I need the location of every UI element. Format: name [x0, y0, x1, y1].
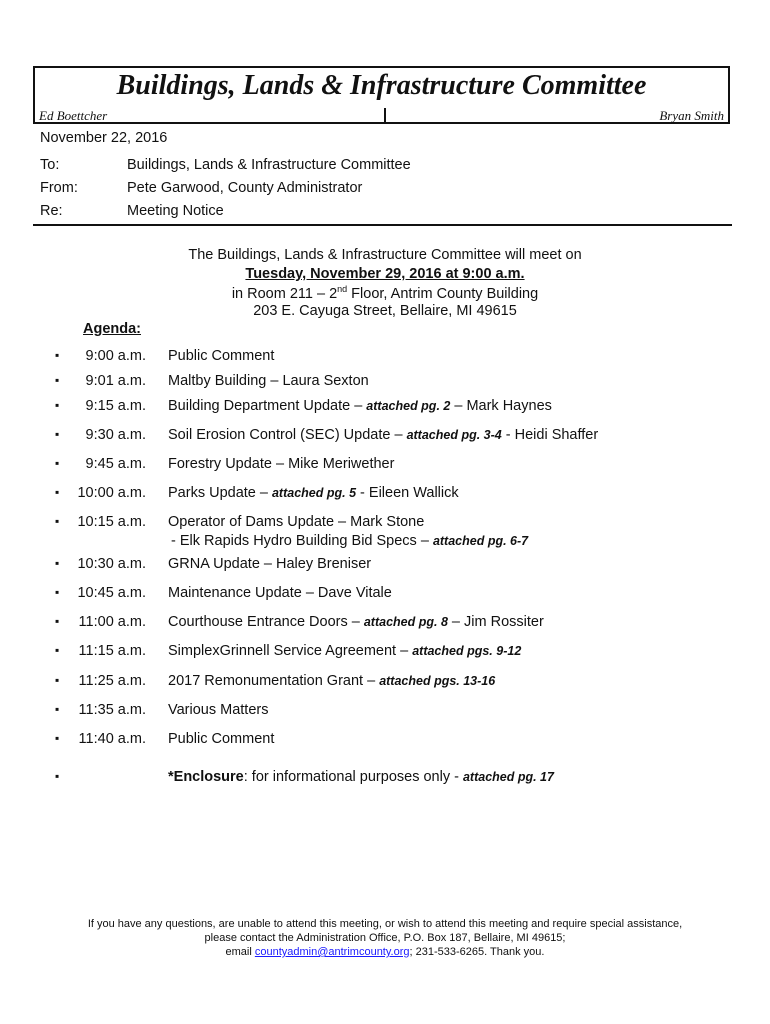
- to-label: To:: [40, 157, 60, 173]
- topic-text: Public Comment: [168, 731, 275, 747]
- agenda-topic: [168, 348, 274, 364]
- bullet: ▪: [55, 769, 60, 783]
- agenda-topic: [168, 514, 424, 530]
- attachment-note: attached pgs. 13-16: [379, 674, 496, 688]
- agenda-time: 9:30 a.m.: [85, 427, 146, 443]
- topic-text: - Elk Rapids Hydro Building Bid Specs –: [171, 533, 433, 549]
- agenda-time: 11:35 a.m.: [78, 702, 146, 718]
- agenda-time: 11:00 a.m.: [78, 614, 146, 630]
- bullet: ▪: [55, 556, 60, 570]
- topic-text: Operator of Dams Update – Mark Stone: [168, 514, 425, 530]
- email-suffix: ; 231-533-6265. Thank you.: [409, 946, 545, 958]
- attachment-note: attached pg. 2: [366, 399, 451, 413]
- bullet: ▪: [55, 643, 60, 657]
- agenda-time: 9:15 a.m.: [85, 398, 146, 414]
- floor-sup: nd: [337, 284, 348, 294]
- committee-header: [33, 66, 730, 124]
- topic-text: Forestry Update – Mike Meriwether: [168, 456, 395, 472]
- email-link[interactable]: countyadmin@antrimcounty.org: [254, 946, 410, 958]
- bullet: ▪: [55, 373, 60, 387]
- re-value: Meeting Notice: [127, 203, 224, 219]
- agenda-topic: [168, 427, 598, 443]
- agenda-time: 11:40 a.m.: [78, 731, 146, 747]
- topic-text: 2017 Remonumentation Grant –: [168, 673, 380, 689]
- bullet: ▪: [55, 398, 60, 412]
- agenda-time: 10:30 a.m.: [77, 556, 146, 572]
- agenda-topic: [168, 556, 371, 572]
- footer-line-2: please contact the Administration Office, P.O. Box 187, Bellaire, MI 49615;: [204, 932, 566, 944]
- agenda-time: 9:45 a.m.: [85, 456, 146, 472]
- attachment-note: attached pg. 5: [271, 486, 357, 500]
- topic-text: Maintenance Update – Dave Vitale: [168, 585, 392, 601]
- agenda-topic: [168, 373, 369, 389]
- attachment-note: attached pg. 8: [363, 615, 448, 629]
- topic-text: Maltby Building – Laura Sexton: [168, 373, 369, 389]
- agenda-time: 11:15 a.m.: [78, 643, 146, 659]
- member-left: Ed Boettcher: [39, 108, 108, 123]
- topic-text: Parks Update –: [168, 485, 272, 501]
- agenda-time: 10:45 a.m.: [77, 585, 146, 601]
- from-value: Pete Garwood, County Administrator: [127, 180, 363, 196]
- enclosure-attachment: attached pg. 17: [462, 770, 554, 784]
- from-label: From:: [40, 180, 78, 196]
- agenda-time: 9:01 a.m.: [85, 373, 146, 389]
- agenda-topic: [168, 702, 268, 718]
- topic-text: - Heidi Shaffer: [501, 427, 599, 443]
- bullet: ▪: [55, 702, 60, 716]
- memo-divider: [33, 224, 732, 226]
- agenda-topic: [168, 398, 552, 414]
- bullet: ▪: [55, 673, 60, 687]
- memo-date: November 22, 2016: [40, 130, 168, 146]
- building-text: Floor, Antrim County Building: [347, 285, 539, 302]
- meeting-datetime: Tuesday, November 29, 2016 at 9:00 a.m.: [245, 266, 525, 282]
- topic-text: – Jim Rossiter: [447, 614, 544, 630]
- agenda-topic: [168, 614, 544, 630]
- agenda-title: Agenda:: [83, 321, 141, 337]
- bullet: ▪: [55, 585, 60, 599]
- agenda-topic: [168, 485, 459, 501]
- bullet: ▪: [55, 731, 60, 745]
- topic-text: Various Matters: [168, 702, 269, 718]
- room-text: in Room 211 – 2: [231, 285, 338, 302]
- email-prefix: email: [225, 946, 255, 958]
- topic-text: GRNA Update – Haley Breniser: [168, 556, 372, 572]
- attachment-note: attached pg. 6-7: [432, 534, 529, 548]
- bullet: ▪: [55, 348, 60, 362]
- notice-location: [0, 284, 770, 302]
- bullet: ▪: [55, 485, 60, 499]
- attachment-note: attached pgs. 9-12: [412, 644, 522, 658]
- agenda-topic: [168, 643, 521, 659]
- agenda-topic: [168, 456, 394, 472]
- agenda-time: 10:00 a.m.: [77, 485, 146, 501]
- committee-title: Buildings, Lands & Infrastructure Committee: [116, 70, 647, 101]
- topic-text: - Eileen Wallick: [356, 485, 459, 501]
- header-divider: [384, 108, 386, 123]
- member-right: Bryan Smith: [659, 108, 724, 123]
- footer: [0, 917, 770, 959]
- topic-text: SimplexGrinnell Service Agreement –: [168, 643, 413, 659]
- topic-text: Building Department Update –: [168, 398, 367, 414]
- footer-line-3: [0, 945, 770, 959]
- enclosure-label: *Enclosure: [168, 769, 244, 785]
- notice-address: 203 E. Cayuga Street, Bellaire, MI 49615: [253, 303, 517, 319]
- topic-text: Soil Erosion Control (SEC) Update –: [168, 427, 407, 443]
- agenda-topic: [168, 731, 274, 747]
- notice-line-1: The Buildings, Lands & Infrastructure Committee will meet on: [188, 247, 582, 263]
- footer-line-1: If you have any questions, are unable to attend this meeting, or wish to attend this meeting and require special assistance,: [87, 918, 683, 930]
- bullet: ▪: [55, 456, 60, 470]
- agenda-topic: [168, 673, 495, 689]
- topic-text: – Mark Haynes: [450, 398, 552, 414]
- topic-text: Public Comment: [168, 348, 275, 364]
- agenda-time: 11:25 a.m.: [78, 673, 146, 689]
- notice-date-time: [0, 266, 770, 282]
- re-label: Re:: [40, 203, 63, 219]
- bullet: ▪: [55, 427, 60, 441]
- to-value: Buildings, Lands & Infrastructure Committee: [127, 157, 411, 173]
- agenda-time: 10:15 a.m.: [77, 514, 146, 530]
- agenda-time: 9:00 a.m.: [85, 348, 146, 364]
- bullet: ▪: [55, 514, 60, 528]
- attachment-note: attached pg. 3-4: [406, 428, 502, 442]
- agenda-topic: [168, 585, 392, 601]
- topic-text: Courthouse Entrance Doors –: [168, 614, 364, 630]
- bullet: ▪: [55, 614, 60, 628]
- agenda-subtopic: [171, 533, 528, 549]
- enclosure-text: [168, 769, 554, 785]
- enclosure-desc: : for informational purposes only -: [243, 769, 463, 785]
